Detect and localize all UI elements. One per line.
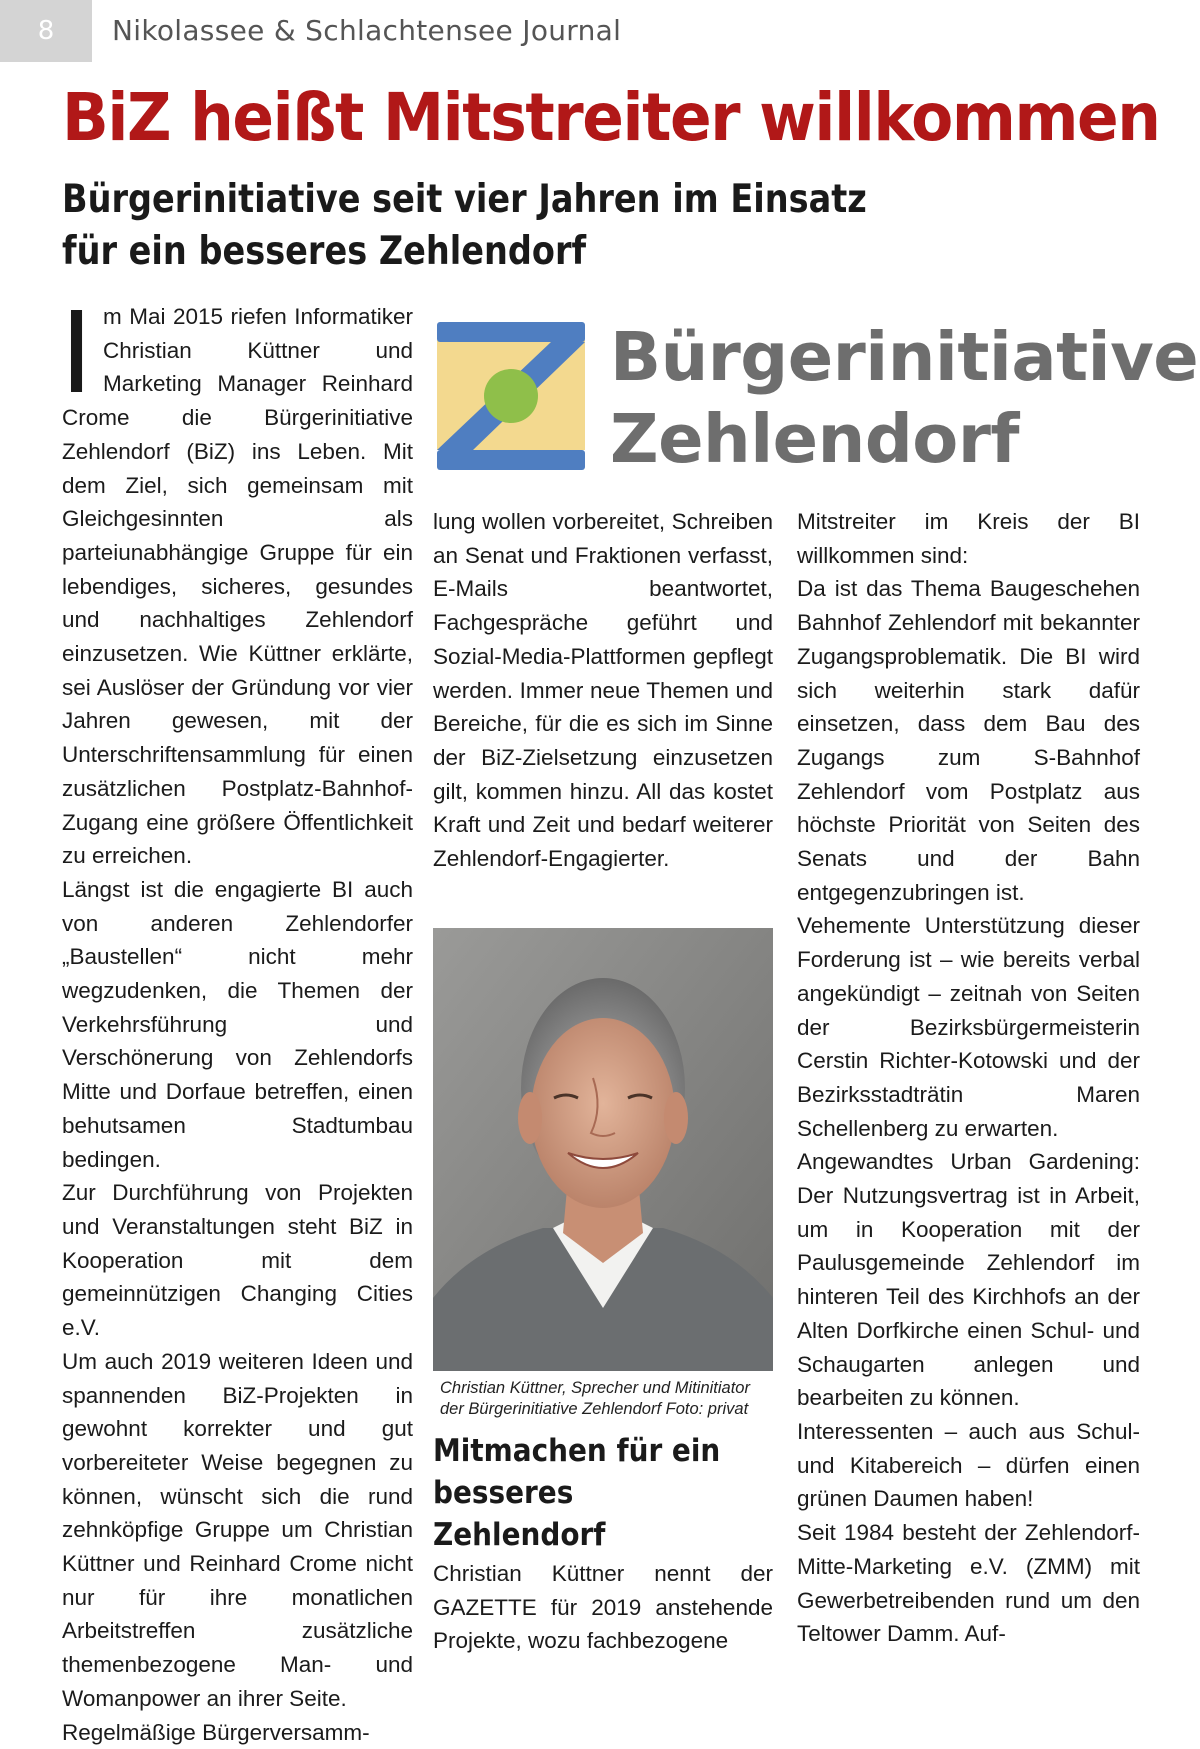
- section-headline-line-1: Mitmachen für ein: [433, 1433, 721, 1469]
- paragraph: m Mai 2015 riefen Informatiker Christian Küttner und Marketing Manager Reinhard Crome die Bürgerinitiative Zehlendorf (BiZ) ins Leben. Mit dem Ziel, sich gemeinsam mit Gleichgesinnten als parteiunabhängige Gruppe für ein lebendiges, sicheres, gesundes und nachhaltiges Zehlendorf einzusetzen. Wie Küttner erklärte, sei Auslöser der Gründung vor vier Jahren gewesen, mit der Unterschriftensammlung für einen zusätzlichen Postplatz-Bahnhof-Zugang eine größere Öffentlichkeit zu erreichen.: [62, 304, 413, 869]
- subheadline-line-1: Bürgerinitiative seit vier Jahren im Einsatz: [62, 177, 867, 222]
- paragraph: lung wollen vorbereitet, Schreiben an Senat und Fraktionen verfasst, E-Mails beantwortet, Fachgespräche geführt und Sozial-Media-Plattformen gepflegt werden. Immer neue Themen und Bereiche, für die es sich im Sinne der BiZ-Zielsetzung einzusetzen gilt, kommen hinzu. All das kostet Kraft und Zeit und bedarf weiterer Zehlendorf-Engagierter.: [433, 509, 773, 872]
- paragraph: Interessenten – auch aus Schul- und Kitabereich – dürfen einen grünen Daumen haben!: [797, 1418, 1140, 1512]
- article-column-1: [60, 289, 413, 1749]
- article-headline: BiZ heißt Mitstreiter willkommen: [62, 79, 1160, 156]
- portrait-photo: [433, 928, 773, 1371]
- paragraph: Zur Durchführung von Projekten und Veranstaltungen steht BiZ in Kooperation mit dem gemeinnützigen Changing Cities e.V.: [62, 1180, 413, 1341]
- article-subheadline: [62, 174, 867, 278]
- paragraph: Regelmäßige Bürgerversamm-: [62, 1719, 370, 1745]
- article-column-2: [433, 505, 773, 876]
- paragraph: Längst ist die engagierte BI auch von anderen Zehlendorfer „Baustellen“ nicht mehr wegzudenken, die Themen der Verkehrsführung und Verschönerung von Zehlendorfs Mitte und Dorfaue betreffen, einen behutsamen Stadtumbau bedingen.: [62, 876, 413, 1172]
- portrait-image: [433, 928, 773, 1371]
- subheadline-line-2: für ein besseres Zehlendorf: [62, 229, 587, 274]
- caption-line-2: der Bürgerinitiative Zehlendorf Foto: privat: [440, 1400, 749, 1418]
- journal-title: Nikolassee & Schlachtensee Journal: [112, 14, 622, 47]
- logo-line-2: Zehlendorf: [610, 400, 1020, 478]
- paragraph: Christian Küttner nennt der GAZETTE für 2019 anstehende Projekte, wozu fachbezogene: [433, 1561, 773, 1654]
- article-column-3: [797, 505, 1140, 1651]
- biz-logo-icon: [433, 318, 589, 474]
- page-number: 8: [0, 0, 92, 62]
- paragraph: Mitstreiter im Kreis der BI willkommen sind:: [797, 509, 1140, 568]
- section-headline: [433, 1430, 739, 1556]
- logo-wordmark: [610, 316, 1198, 480]
- paragraph: Vehemente Unterstützung dieser Forderung ist – wie bereits verbal angekündigt – zeitnah von Seiten der Bezirksbürgermeisterin Cerstin Richter-Kotowski und der Bezirksstadträtin Maren Schellenberg zu erwarten.: [797, 913, 1140, 1141]
- article-column-2-continued: [433, 1557, 773, 1658]
- logo-line-1: Bürgerinitiative: [610, 318, 1199, 396]
- paragraph: Um auch 2019 weiteren Ideen und spannenden BiZ-Projekten in gewohnt korrekter und gut vorbereiteter Weise begegnen zu können, wünscht sich die rund zehnköpfige Gruppe um Christian Küttner und Reinhard Crome nicht nur für ihre monatlichen Arbeitstreffen zusätzliche themenbezogene Man- und Womanpower an ihrer Seite.: [62, 1348, 413, 1711]
- drop-cap: I: [60, 289, 94, 419]
- paragraph: Seit 1984 besteht der Zehlendorf-Mitte-Marketing e.V. (ZMM) mit Gewerbetreibenden rund um den Teltower Damm. Auf-: [797, 1520, 1140, 1647]
- caption-line-1: Christian Küttner, Sprecher und Mitinitiator: [440, 1379, 750, 1397]
- photo-caption: [440, 1378, 780, 1420]
- paragraph: Angewandtes Urban Gardening: Der Nutzungsvertrag ist in Arbeit, um in Kooperation mit der Paulusgemeinde Zehlendorf im hinteren Teil des Kirchhofs an der Alten Dorfkirche einen Schul- und Schaugarten anlegen und bearbeiten zu können.: [797, 1149, 1140, 1411]
- paragraph: Da ist das Thema Baugeschehen Bahnhof Zehlendorf mit bekannter Zugangsproblematik. Die BI wird sich weiterhin stark dafür einsetzen, dass dem Bau des Zugangs zum S-Bahnhof Zehlendorf vom Postplatz aus höchste Priorität von Seiten des Senats und der Bahn entgegenzubringen ist.: [797, 576, 1140, 905]
- section-headline-line-2: besseres Zehlendorf: [433, 1475, 606, 1553]
